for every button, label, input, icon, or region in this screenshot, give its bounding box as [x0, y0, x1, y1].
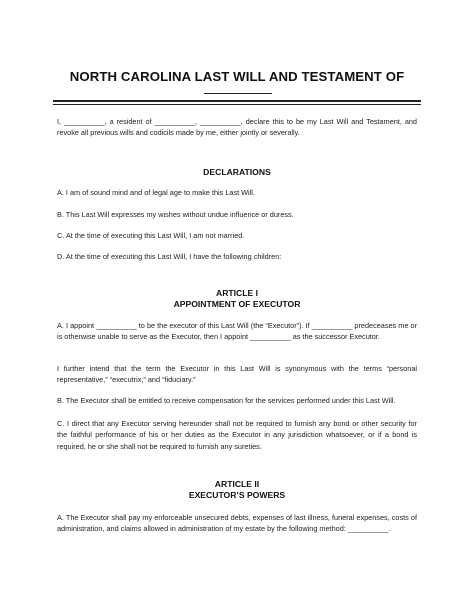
- declaration-a: A. I am of sound mind and of legal age to make this Last Will.: [57, 188, 255, 197]
- title-name-blank: [204, 93, 272, 94]
- article-2-paragraph-a: A. The Executor shall pay my enforceable unsecured debts, expenses of last illness, funeral expenses, costs of administration, and claims allowed in administration of my estate by the following method: __________.: [57, 513, 417, 534]
- article-1-paragraph-a-continued: I further intend that the term the Executor in this Last Will is synonymous with the terms “personal representative,” “executrix,” and “fiduciary.”: [57, 364, 417, 385]
- title-rule-thick: [53, 100, 421, 102]
- article-1-paragraph-a: A. I appoint __________ to be the executor of this Last Will (the “Executor”). If __________ predeceases me or is otherwise unable to serve as the Executor, then I appoint __________ as the successor Executor.: [57, 321, 417, 342]
- declaration-c: C. At the time of executing this Last Will, I am not married.: [57, 231, 245, 240]
- article-1-paragraph-b: B. The Executor shall be entitled to receive compensation for the services performed under this Last Will.: [57, 396, 396, 405]
- declaration-d: D. At the time of executing this Last Will, I have the following children:: [57, 252, 282, 261]
- title-rule-thin: [53, 104, 421, 105]
- declarations-heading: DECLARATIONS: [203, 167, 271, 177]
- document-title: NORTH CAROLINA LAST WILL AND TESTAMENT OF: [69, 69, 405, 84]
- article-1-number: ARTICLE I: [215, 288, 258, 298]
- article-1-title: APPOINTMENT OF EXECUTOR: [173, 299, 301, 309]
- article-2-title: EXECUTOR’S POWERS: [188, 490, 286, 500]
- article-2-number: ARTICLE II: [214, 479, 260, 489]
- article-1-paragraph-c: C. I direct that any Executor serving hereunder shall not be required to furnish any bond or other security for the faithful performance of his or her duties as the Executor in any jurisdiction whatsoever, or if a bond is required, he or she shall not be required to furnish any sureties.: [57, 419, 417, 451]
- intro-paragraph: I, __________, a resident of __________, __________, declare this to be my Last Will and Testament, and revoke all previous wills and codicils made by me, either jointly or severally.: [57, 117, 417, 138]
- declaration-b: B. This Last Will expresses my wishes without undue influence or duress.: [57, 210, 294, 219]
